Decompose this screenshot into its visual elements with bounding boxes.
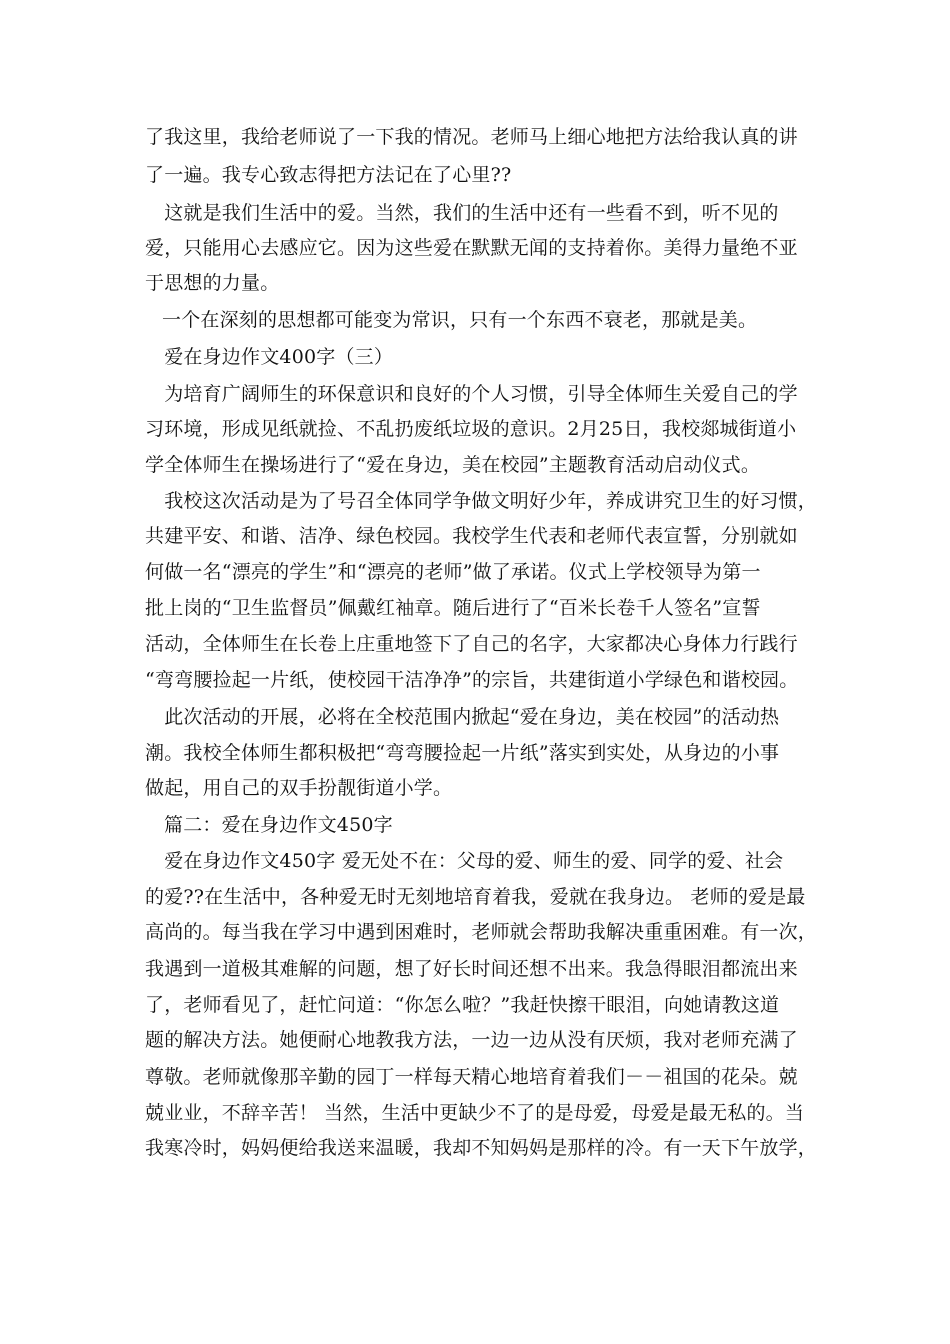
text-line: 批上岗的“卫生监督员”佩戴红袖章。随后进行了“百米长卷千人签名”宣誓 [145,597,761,619]
text-line: 尊敬。老师就像那辛勤的园丁一样每天精心地培育着我们－－祖国的花朵。兢 [145,1066,798,1088]
text-line: 我遇到一道极其难解的问题，想了好长时间还想不出来。我急得眼泪都流出来 [145,958,798,980]
text-line: 爱，只能用心去感应它。因为这些爱在默默无闻的支持着你。美得力量绝不亚 [145,237,798,259]
text-line: 了，老师看见了，赶忙问道：“你怎么啦？”我赶快擦干眼泪，向她请教这道 [145,994,780,1016]
text-line: 我校这次活动是为了号召全体同学争做文明好少年，养成讲究卫生的好习惯， [145,490,818,512]
text-line: 了我这里，我给老师说了一下我的情况。老师马上细心地把方法给我认真的讲 [145,126,798,148]
text-line: 何做一名“漂亮的学生”和“漂亮的老师”做了承诺。仪式上学校领导为第一 [145,561,761,583]
text-line: 为培育广阔师生的环保意识和良好的个人习惯，引导全体师生关爱自己的学 [145,383,798,405]
text-line: 高尚的。每当我在学习中遇到困难时，老师就会帮助我解决重重困难。有一次， [145,921,818,943]
text-line: 爱在身边作文450字 爱无处不在：父母的爱、师生的爱、同学的爱、社会 [145,850,784,872]
text-line: 此次活动的开展，必将在全校范围内掀起“爱在身边，美在校园”的活动热 [145,706,780,728]
text-line: 了一遍。我专心致志得把方法记在了心里?? [145,164,512,186]
text-line: 习环境，形成见纸就捡、不乱扔废纸垃圾的意识。2月25日，我校郯城街道小 [145,418,797,440]
text-line: 共建平安、和谐、洁净、绿色校园。我校学生代表和老师代表宣誓，分别就如 [145,525,798,547]
text-line: “弯弯腰捡起一片纸，使校园干洁净净”的宗旨，共建街道小学绿色和谐校园。 [145,669,799,691]
text-line: 活动，全体师生在长卷上庄重地签下了自己的名字，大家都决心身体力行践行 [145,633,798,655]
text-line: 的爱??在生活中，各种爱无时无刻地培育着我，爱就在我身边。 老师的爱是最 [145,886,806,908]
text-line: 这就是我们生活中的爱。当然，我们的生活中还有一些看不到，听不见的 [145,202,779,224]
text-line: 潮。我校全体师生都积极把“弯弯腰捡起一片纸”落实到实处，从身边的小事 [145,742,780,764]
text-line: 做起，用自己的双手扮靓街道小学。 [145,777,453,799]
text-line: 学全体师生在操场进行了“爱在身边，美在校园”主题教育活动启动仪式。 [145,454,761,476]
text-line: 我寒冷时，妈妈便给我送来温暖，我却不知妈妈是那样的冷。有一天下午放学， [145,1137,818,1159]
section-heading: 篇二：爱在身边作文450字 [164,814,393,836]
text-line: 题的解决方法。她便耐心地教我方法，一边一边从没有厌烦，我对老师充满了 [145,1029,798,1051]
text-line: 于思想的力量。 [145,272,280,294]
section-heading: 爱在身边作文400字（三） [145,346,394,368]
text-line: 一个在深刻的思想都可能变为常识，只有一个东西不衰老，那就是美。 [162,309,758,331]
text-line: 兢业业，不辞辛苦！ 当然，生活中更缺少不了的是母爱，母爱是最无私的。当 [145,1102,805,1124]
